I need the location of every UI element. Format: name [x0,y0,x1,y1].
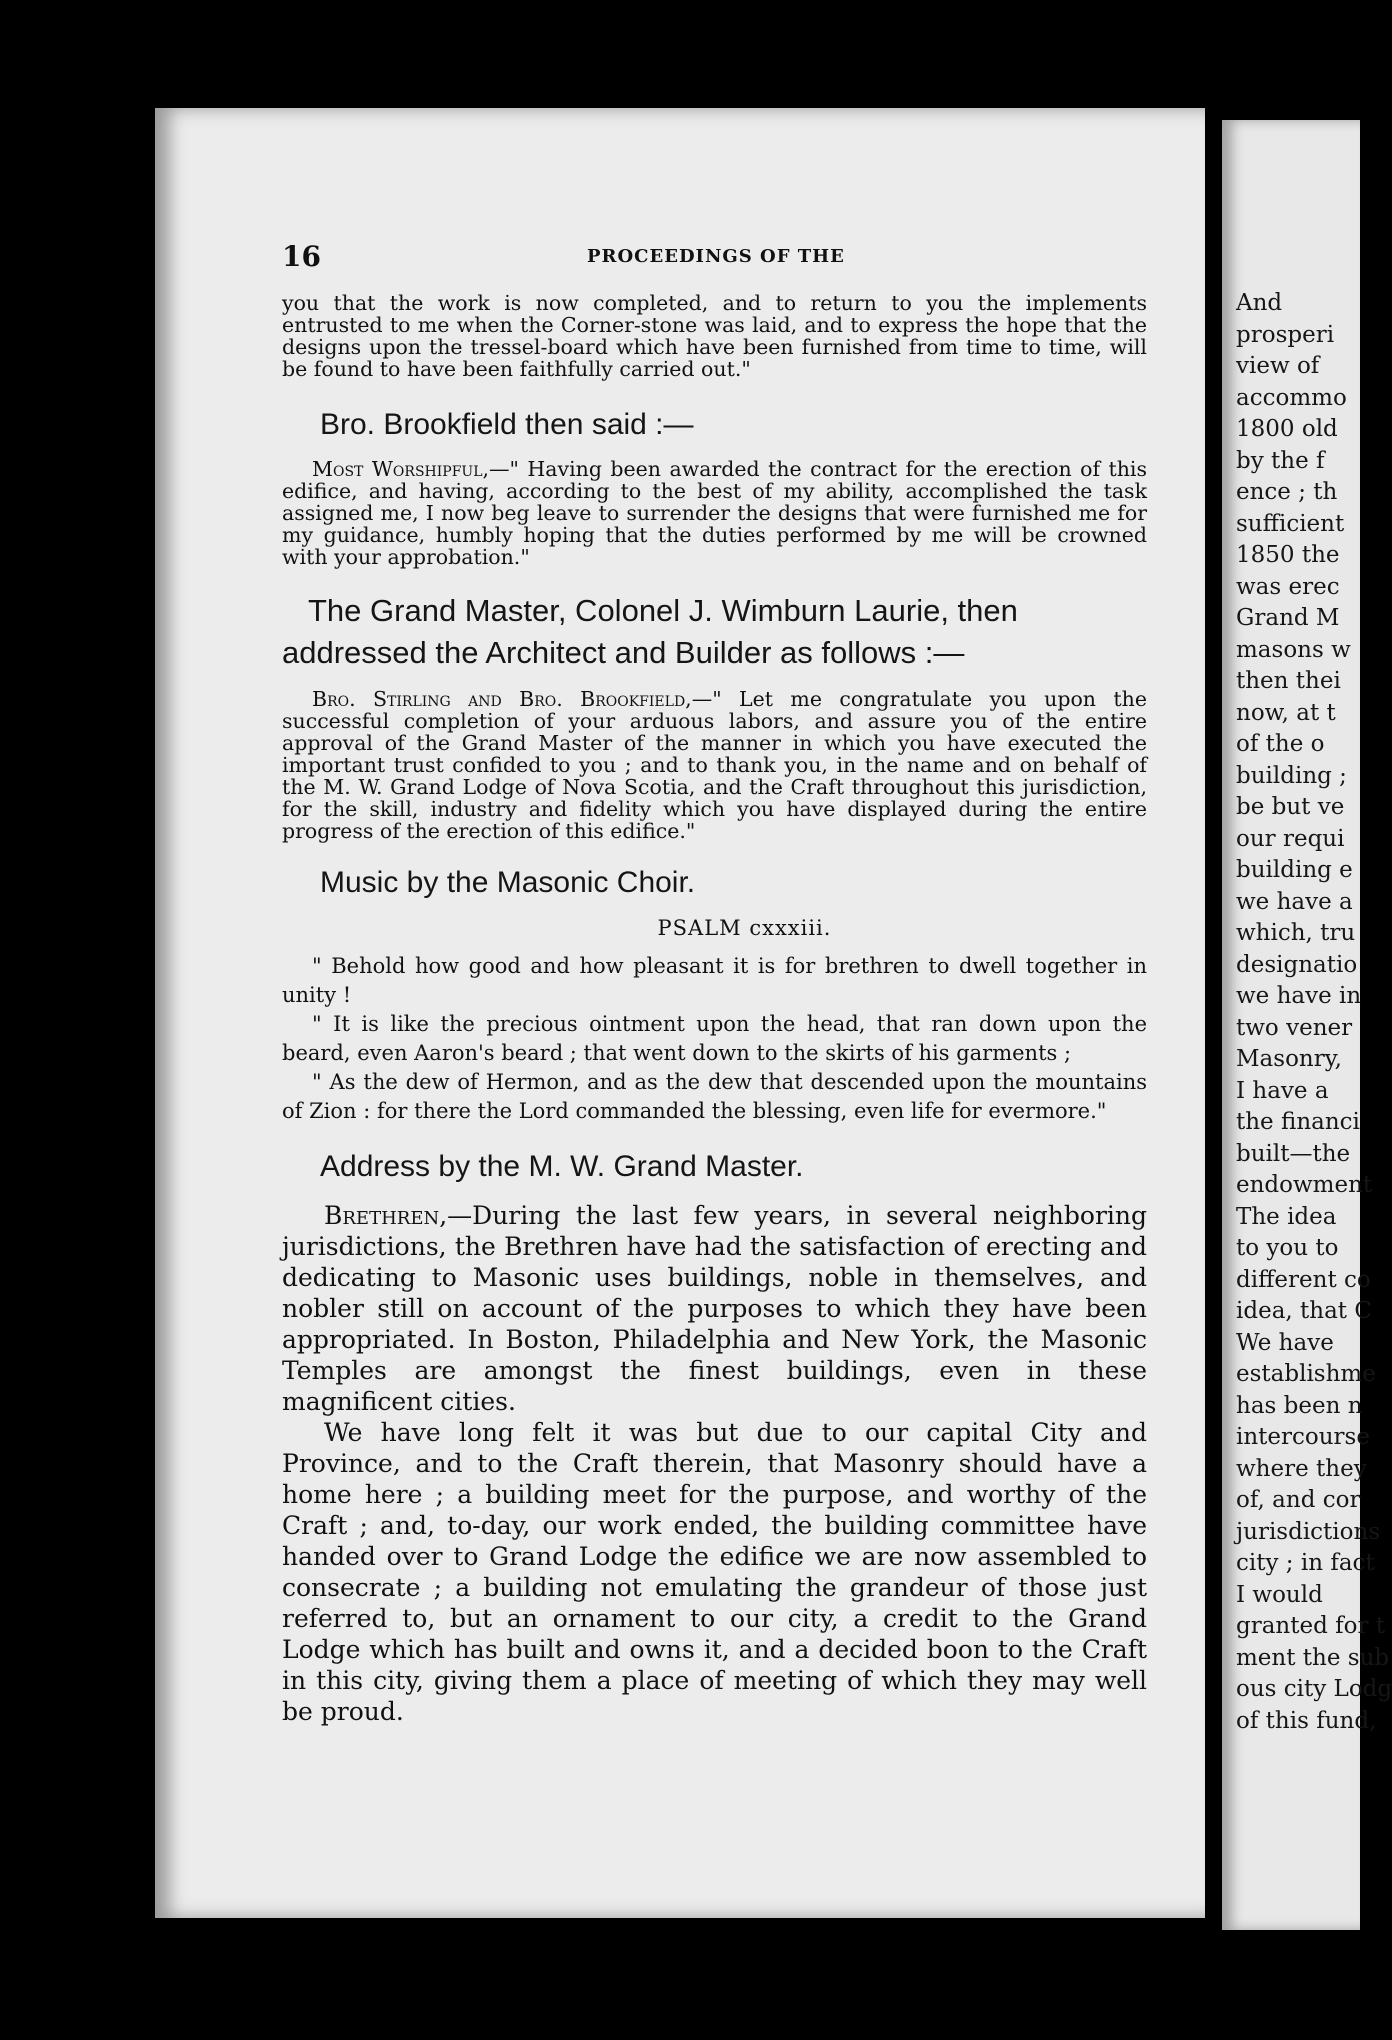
facing-page-line: The idea [1236,1203,1337,1230]
facing-page-line: we have in [1236,983,1362,1009]
intro-paragraph: you that the work is now completed, and to return to you the implements entrusted to me when the Corner-stone was laid, and to express the hope that the designs upon the tressel-board which have been furnished from time to time, will be found to have been faithfully carried out." [282,291,1147,381]
facing-page-line: has been n [1236,1392,1363,1419]
facing-page-line: 1800 old [1236,416,1338,442]
facing-page-line: we have a [1236,888,1353,915]
facing-page-line: was erec [1236,573,1340,600]
psalm-verse-3: " As the dew of Hermon, and as the dew that descended upon the mountains of Zion : for there the Lord commanded the blessing, even life for evermore." [282,1070,1147,1123]
facing-page-line: city ; in fact [1236,1550,1375,1576]
psalm-title: PSALM cxxxiii. [657,916,832,940]
facing-page-line: building e [1236,857,1353,883]
facing-page-line: of the o [1236,731,1325,757]
address-paragraph-2: We have long felt it was but due to our capital City and Province, and to the Craft therein, that Masonry should have a home here ; a building meet for the purpose, and worthy of the Craft ; and, to-day, our work ended, the building committee have handed over to Grand Lodge the edifice we are now assembled to consecrate ; a building not emulating the grandeur of those just referred to, but an ornament to our city, a credit to the Grand Lodge which has built and owns it, and a decided boon to the Craft in this city, giving them a place of meeting of which they may well be proud. [282,1418,1147,1726]
facing-page-line: which, tru [1236,920,1356,946]
facing-page-line: prosperi [1236,321,1335,348]
facing-page-line: And [1236,290,1283,316]
facing-page-line: I have a [1236,1077,1329,1104]
facing-page-line: then thei [1236,668,1341,694]
facing-page-line: I would [1236,1581,1323,1608]
address-paragraph-1-text: —During the last few years, in several neighboring jurisdictions, the Brethren have had the satisfaction of erecting and dedicating to Masonic uses buildings, noble in themselves, and nobler still on account of the purposes to which they have been appropriated. In Boston, Philadelphia and New York, the Masonic Temples are amongst the finest buildings, even in these magnificent cities. [282,1201,1147,1416]
facing-page-line: different co [1236,1266,1371,1293]
facing-page-line: view of [1236,353,1320,379]
facing-page-line: by the f [1236,447,1325,474]
facing-page-line: building ; [1236,762,1347,789]
facing-page-line: our requi [1236,825,1345,852]
heading-address: Address by the M. W. Grand Master. [320,1150,804,1183]
brookfield-salutation: Most Worshipful, [312,457,490,481]
page-number: 16 [282,240,321,273]
laurie-speech [282,688,1147,842]
facing-page-line: sufficient [1236,510,1345,537]
facing-page-line: ence ; th [1236,479,1338,505]
facing-page-line: ment the sub [1236,1644,1390,1671]
facing-page-line: accommo [1236,384,1347,411]
facing-page-line: jurisdictions [1236,1518,1381,1545]
facing-page-line: masons w [1236,636,1351,663]
facing-page-line: be but ve [1236,794,1345,820]
book-page-right-fragment [1222,120,1392,1930]
address-paragraph-1 [282,1200,1147,1417]
address-salutation: Brethren, [324,1201,448,1230]
facing-page-line: Masonry, [1236,1046,1342,1072]
facing-page-line: endowment [1236,1172,1373,1198]
heading-grand-master: The Grand Master, Colonel J. Wimburn Laurie, then addressed the Architect and Builder as follows :— [282,593,1018,670]
laurie-salutation: Bro. Stirling and Bro. Brookfield, [312,687,692,711]
heading-music: Music by the Masonic Choir. [320,866,696,899]
facing-page-line: now, at t [1236,699,1336,726]
facing-page-line: ous city Lodg [1236,1676,1392,1702]
page-body [282,292,1147,1727]
brookfield-speech-text: —" Having been awarded the contract for the erection of this edifice, and having, according to the best of my ability, accomplished the task assigned me, I now beg leave to surrender the designs that were furnished me for my guidance, humbly hoping that the duties performed by me will be crowned with your approbation." [282,457,1147,569]
facing-page-line: 1850 the [1236,542,1340,568]
brookfield-speech [282,458,1147,568]
facing-page-line: idea, that C [1236,1298,1372,1324]
facing-page-line: establishme [1236,1361,1376,1387]
laurie-speech-text: —" Let me congratulate you upon the successful completion of your arduous labors, and assure you of the entire approval of the Grand Master of the manner in which you have executed the important trust confided to you ; and to thank you, in the name and on behalf of the M. W. Grand Lodge of Nova Scotia, and the Craft throughout this jurisdiction, for the skill, industry and fidelity which you have displayed during the entire progress of the erection of this edifice." [282,687,1147,843]
facing-page-line: two vener [1236,1014,1353,1041]
page-header [282,240,1142,273]
facing-page-line: Grand M [1236,605,1340,631]
facing-page-line: the financi [1236,1109,1360,1135]
facing-page-line: granted for t [1236,1613,1386,1639]
psalm-verse-1: " Behold how good and how pleasant it is for brethren to dwell together in unity ! [282,954,1147,1007]
facing-page-line: where they [1236,1455,1367,1482]
facing-page-line: designatio [1236,951,1358,978]
facing-page-line: of, and cor [1236,1487,1361,1513]
psalm-verse-2: " It is like the precious ointment upon the head, that ran down upon the beard, even Aaron's beard ; that went down to the skirts of his garments ; [282,1012,1147,1065]
running-head: PROCEEDINGS OF THE [587,246,845,267]
facing-page-line: We have [1236,1329,1334,1356]
facing-page-line: intercourse [1236,1424,1370,1450]
heading-brookfield: Bro. Brookfield then said :— [320,408,694,441]
facing-page-line: to you to [1236,1235,1339,1261]
facing-page-line: built—the [1236,1140,1351,1167]
facing-page-line: of this fund, [1236,1707,1377,1734]
